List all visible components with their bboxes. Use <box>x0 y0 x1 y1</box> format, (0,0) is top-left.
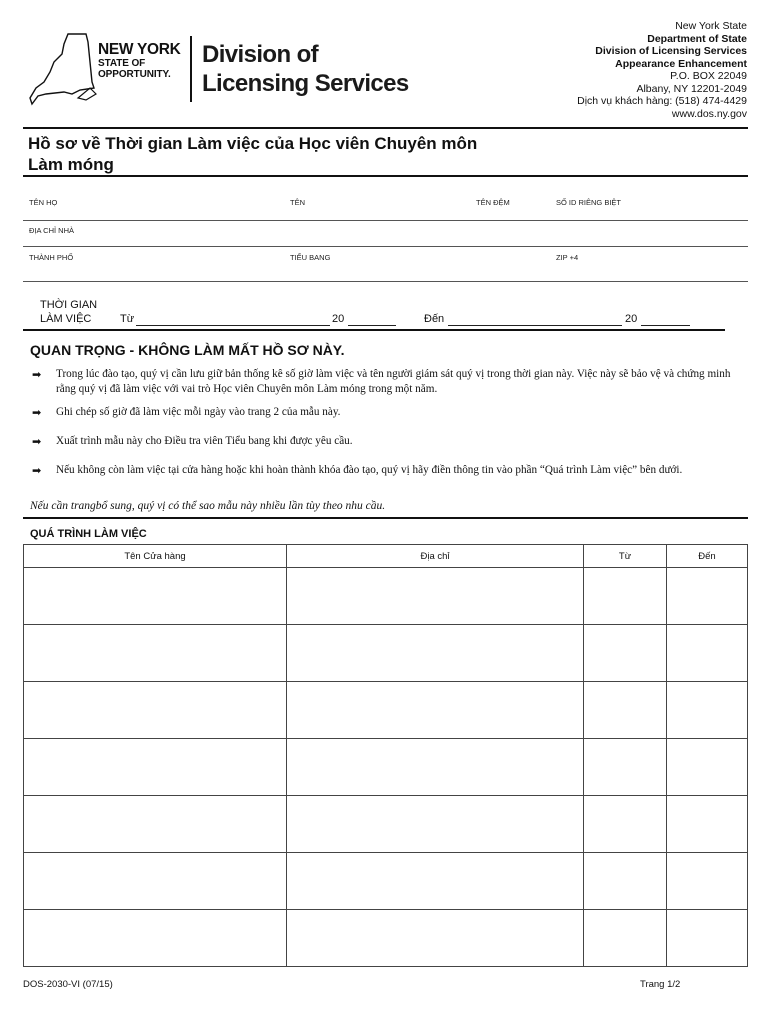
arrow-right-icon: ➡ <box>32 368 42 381</box>
address-cell[interactable] <box>287 796 584 853</box>
bullet-item: ➡ Xuất trình mẫu này cho Điều tra viên Tiểu bang khi được yêu cầu. <box>32 435 353 448</box>
middle-name-label: TÊN ĐỆM <box>476 198 510 207</box>
unique-id-label: SỐ ID RIÊNG BIỆT <box>556 198 622 207</box>
table-row <box>24 568 748 625</box>
from-cell[interactable] <box>584 739 667 796</box>
table-row <box>24 739 748 796</box>
nys-wordmark: NEW YORK <box>98 41 181 58</box>
col-from: Từ <box>584 545 667 568</box>
address-cell[interactable] <box>287 568 584 625</box>
from-cell[interactable] <box>584 682 667 739</box>
shop-name-cell[interactable] <box>24 796 287 853</box>
name-field-line[interactable] <box>23 220 748 221</box>
arrow-right-icon: ➡ <box>32 435 42 448</box>
address-cell[interactable] <box>287 853 584 910</box>
arrow-right-icon: ➡ <box>32 406 42 419</box>
nys-tagline: STATE OF OPPORTUNITY. <box>98 58 171 80</box>
from-cell[interactable] <box>584 796 667 853</box>
work-history-table <box>23 544 748 967</box>
state-label: TIỂU BANG <box>290 253 331 262</box>
from-cell[interactable] <box>584 853 667 910</box>
period-from-date-field[interactable] <box>136 312 330 326</box>
history-top-rule <box>23 517 748 519</box>
work-history-heading: QUÁ TRÌNH LÀM VIỆC <box>30 528 147 540</box>
agency-address-block: New York State Department of State Division of Licensing Services Appearance Enhancement P.O. BOX 22049 Albany, NY 12201-2049 Dịch vụ khách hàng: (518) 474-4429 www.dos.ny.gov <box>577 20 747 120</box>
bullet-item: ➡ Ghi chép số giờ đã làm việc mỗi ngày vào trang 2 của mẫu này. <box>32 406 341 419</box>
table-row <box>24 796 748 853</box>
arrow-right-icon: ➡ <box>32 464 42 477</box>
form-code: DOS-2030-VI (07/15) <box>23 979 113 990</box>
bullet-item: ➡ Trong lúc đào tạo, quý vị cần lưu giữ bản thống kê số giờ làm việc và tên người giám sát quý vị trong thời gian này. Việc này sẽ bảo vệ và chứng minh rằng quý vị đã làm việc với vai trò Học viên Chuyên môn Làm móng trong một năm. <box>32 368 731 395</box>
period-from-year-field[interactable] <box>348 312 396 326</box>
to-cell[interactable] <box>667 739 748 796</box>
table-row <box>24 910 748 967</box>
from-cell[interactable] <box>584 568 667 625</box>
city-field-line[interactable] <box>23 281 748 282</box>
period-rule <box>23 329 725 331</box>
period-from-year-prefix: 20 <box>332 313 345 325</box>
table-row <box>24 682 748 739</box>
first-name-label: TÊN <box>290 198 305 207</box>
period-to-date-field[interactable] <box>448 312 622 326</box>
shop-name-cell[interactable] <box>24 682 287 739</box>
to-cell[interactable] <box>667 796 748 853</box>
table-row <box>24 853 748 910</box>
shop-name-cell[interactable] <box>24 625 287 682</box>
from-cell[interactable] <box>584 910 667 967</box>
zip-label: ZIP +4 <box>556 253 579 262</box>
last-name-label: TÊN HỌ <box>29 198 58 207</box>
address-field-line[interactable] <box>23 246 748 247</box>
col-address: Địa chỉ <box>287 545 584 568</box>
address-label: ĐỊA CHỈ NHÀ <box>29 226 75 235</box>
to-cell[interactable] <box>667 910 748 967</box>
shop-name-cell[interactable] <box>24 568 287 625</box>
period-to-year-field[interactable] <box>641 312 690 326</box>
division-title: Division of Licensing Services <box>202 41 409 97</box>
shop-name-cell[interactable] <box>24 910 287 967</box>
shop-name-cell[interactable] <box>24 739 287 796</box>
logo-divider <box>190 36 192 102</box>
table-row <box>24 625 748 682</box>
shop-name-cell[interactable] <box>24 853 287 910</box>
address-cell[interactable] <box>287 739 584 796</box>
address-cell[interactable] <box>287 910 584 967</box>
table-header-row <box>24 545 748 568</box>
period-to-year-prefix: 20 <box>625 313 638 325</box>
to-cell[interactable] <box>667 682 748 739</box>
new-york-state-map-icon <box>28 32 98 108</box>
important-notice: QUAN TRỌNG - KHÔNG LÀM MẤT HỒ SƠ NÀY. <box>30 342 345 358</box>
period-to-label: Đến <box>424 313 445 325</box>
bullet-item: ➡ Nếu không còn làm việc tại cửa hàng hoặc khi hoàn thành khóa đào tạo, quý vị hãy điền thông tin vào phần “Quá trình Làm việc” bên dưới. <box>32 464 683 477</box>
title-top-rule <box>23 127 748 129</box>
to-cell[interactable] <box>667 568 748 625</box>
additional-pages-note: Nếu cần trangbổ sung, quý vị có thể sao mẫu này nhiều lần tùy theo nhu cầu. <box>30 500 386 512</box>
title-bottom-rule <box>23 175 748 177</box>
page-number: Trang 1/2 <box>640 979 681 990</box>
address-cell[interactable] <box>287 682 584 739</box>
city-label: THÀNH PHỐ <box>29 253 74 262</box>
address-cell[interactable] <box>287 625 584 682</box>
to-cell[interactable] <box>667 625 748 682</box>
to-cell[interactable] <box>667 853 748 910</box>
col-shop-name: Tên Cửa hàng <box>24 545 287 568</box>
work-period-label: THỜI GIAN LÀM VIỆC <box>40 299 98 325</box>
from-cell[interactable] <box>584 625 667 682</box>
col-to: Đến <box>667 545 748 568</box>
period-from-label: Từ <box>120 313 135 325</box>
page-title: Hồ sơ về Thời gian Làm việc của Học viên Chuyên môn Làm móng <box>28 134 478 174</box>
